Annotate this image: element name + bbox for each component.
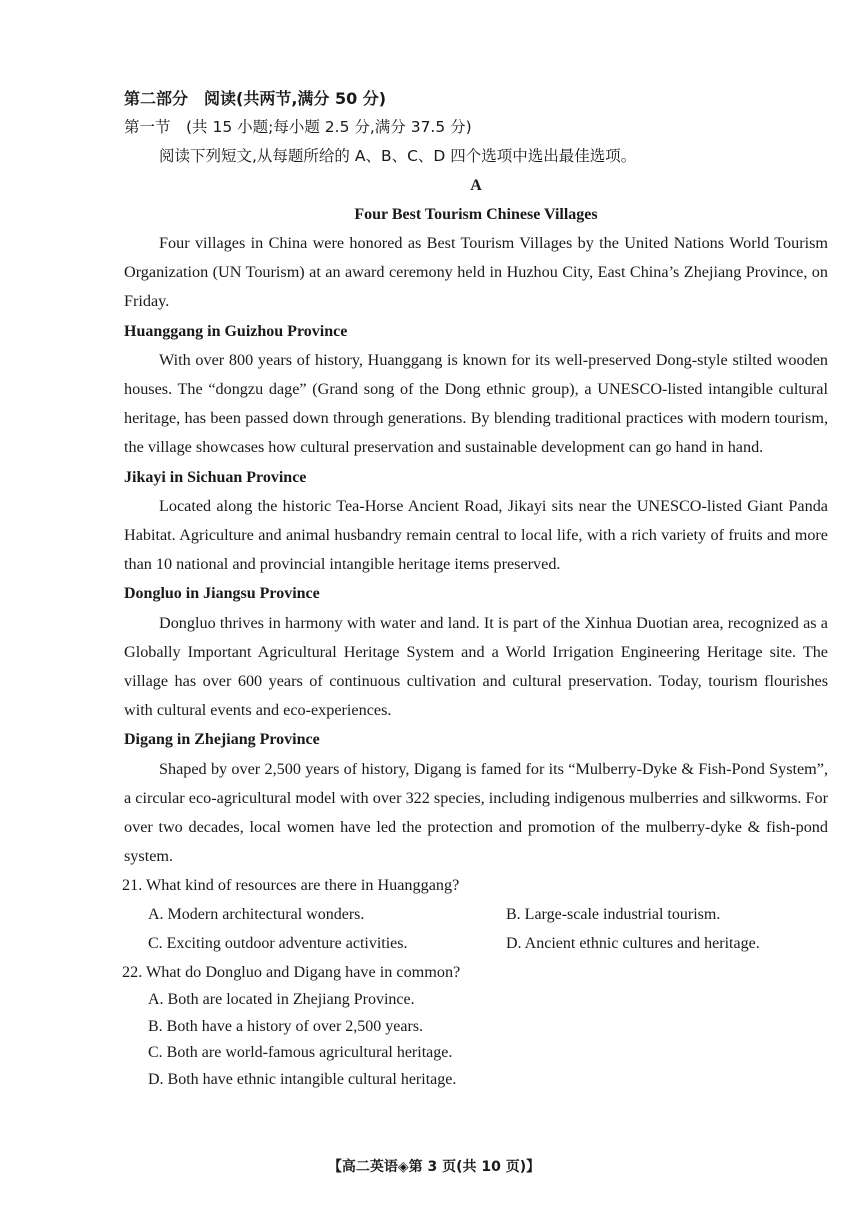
village-text-digang: Shaped by over 2,500 years of history, Digang is famed for its “Mulberry-Dyke & Fish-Pond System”, a circular eco-agricultural model with over 322 species, including indigenous mulberries and silkworms. For over two decades, local women have led the protection and promotion of the mulberry-dyke & fish-pond system. — [124, 759, 828, 866]
question-22-option-a: A. Both are located in Zhejiang Province. — [148, 991, 415, 1009]
instruction: 阅读下列短文,从每题所给的 A、B、C、D 四个选项中选出最佳选项。 — [159, 147, 637, 165]
village-heading-digang: Digang in Zhejiang Province — [124, 731, 320, 749]
question-21-option-d: D. Ancient ethnic cultures and heritage. — [506, 935, 760, 953]
passage-letter: A — [470, 177, 482, 194]
passage-title: Four Best Tourism Chinese Villages — [354, 206, 598, 223]
village-heading-dongluo: Dongluo in Jiangsu Province — [124, 585, 320, 603]
question-22-option-b: B. Both have a history of over 2,500 years. — [148, 1017, 424, 1035]
village-heading-huanggang: Huanggang in Guizhou Province — [124, 322, 348, 340]
question-22-option-d: D. Both have ethnic intangible cultural heritage. — [148, 1070, 457, 1088]
question-22-option-c: C. Both are world-famous agricultural heritage. — [148, 1044, 453, 1062]
section-subheading: 第一节 (共 15 小题;每小题 2.5 分,满分 37.5 分) — [124, 118, 472, 136]
village-text-huanggang: With over 800 years of history, Huanggang is known for its well-preserved Dong-style stilted wooden houses. The “dongzu dage” (Grand song of the Dong ethnic group), a UNESCO-listed intangible cultural heritage, has been passed down through generations. By blending traditional practices with modern tourism, the village showcases how cultural preservation and sustainable development can go hand in hand. — [124, 350, 828, 457]
question-21-option-a: A. Modern architectural wonders. — [148, 906, 365, 924]
question-21-option-c: C. Exciting outdoor adventure activities. — [148, 935, 408, 953]
page-footer: 【高二英语◈第 3 页(共 10 页)】 — [327, 1159, 541, 1175]
passage-intro: Four villages in China were honored as Best Tourism Villages by the United Nations World Tourism Organization (UN Tourism) at an award ceremony held in Huzhou City, East China’s Zhejiang Province, on Friday. — [124, 234, 828, 311]
village-text-jikayi: Located along the historic Tea-Horse Ancient Road, Jikayi sits near the UNESCO-listed Giant Panda Habitat. Agriculture and animal husbandry remain central to local life, with a rich variety of fruits and more than 10 national and provincial intangible heritage items preserved. — [124, 496, 828, 574]
exam-page — [124, 84, 828, 1093]
village-heading-jikayi: Jikayi in Sichuan Province — [124, 468, 307, 486]
village-text-dongluo: Dongluo thrives in harmony with water and land. It is part of the Xinhua Duotian area, recognized as a Globally Important Agricultural Heritage System and a World Irrigation Engineering Heritage site. The village has over 600 years of continuous cultivation and cultural preservation. Today, tourism flourishes with cultural events and eco-experiences. — [124, 613, 828, 720]
question-21-option-b: B. Large-scale industrial tourism. — [506, 906, 721, 924]
part-heading: 第二部分 阅读(共两节,满分 50 分) — [124, 89, 387, 108]
question-21-options-row-2 — [124, 929, 828, 958]
question-21-options-row-1 — [124, 900, 828, 929]
question-22-stem: 22. What do Dongluo and Digang have in common? — [122, 963, 461, 982]
question-21-stem: 21. What kind of resources are there in Huanggang? — [122, 876, 460, 895]
